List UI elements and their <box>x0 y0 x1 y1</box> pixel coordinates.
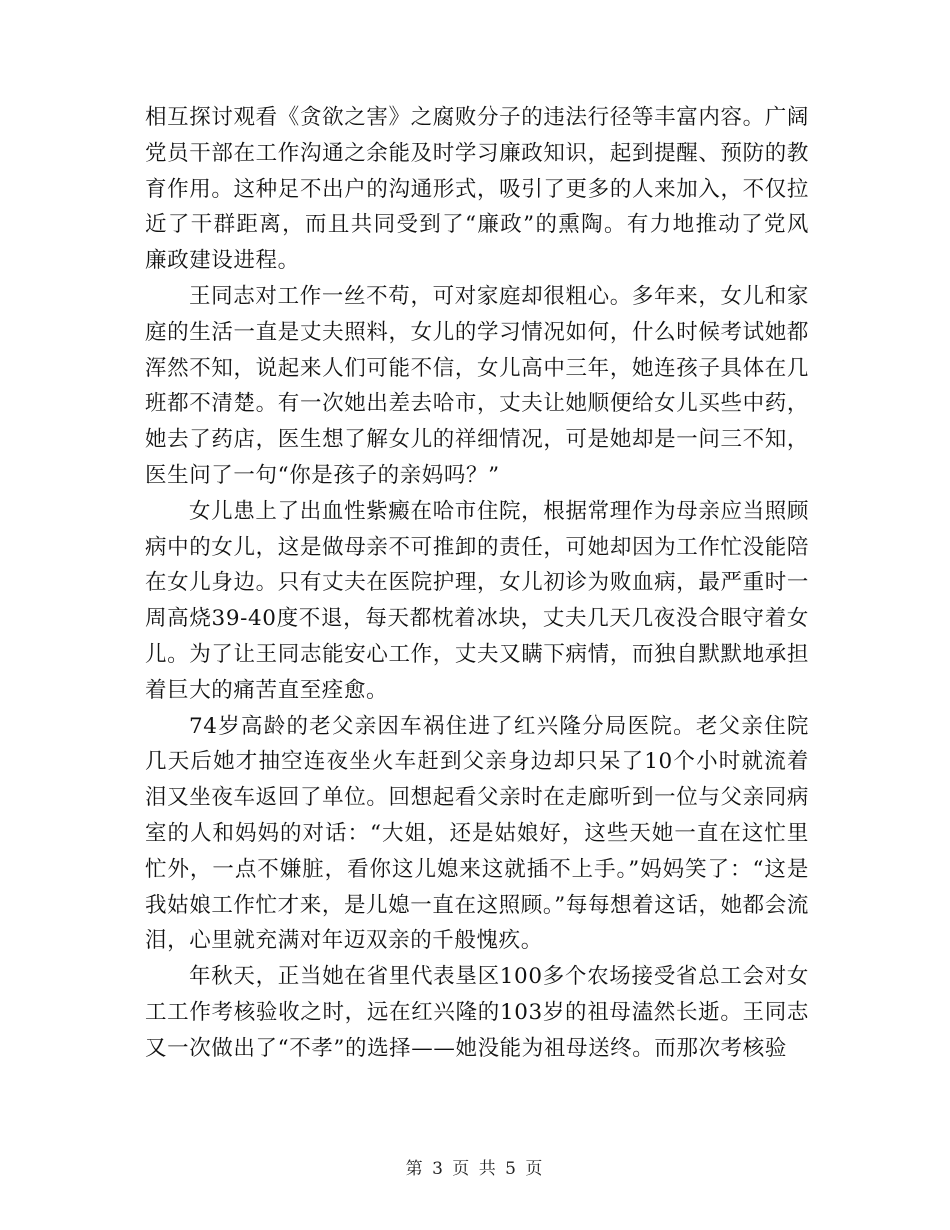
paragraph-5: 年秋天，正当她在省里代表垦区100多个农场接受省总工会对女工工作考核验收之时，远在红兴隆的103岁的祖母溘然长逝。王同志又一次做出了“不孝”的选择——她没能为祖母送终。而那次考核验 <box>145 964 809 1061</box>
paragraph-2: 王同志对工作一丝不苟，可对家庭却很粗心。多年来，女儿和家庭的生活一直是丈夫照料，女儿的学习情况如何，什么时候考试她都浑然不知，说起来人们可能不信，女儿高中三年，她连孩子具体在几班都不清楚。有一次她出差去哈市，丈夫让她顺便给女儿买些中药，她去了药店，医生想了解女儿的祥细情况，可是她却是一问三不知，医生问了一句“你是孩子的亲妈吗？” <box>145 283 809 488</box>
document-body <box>145 100 809 1067</box>
page-number-footer: 第 3 页 共 5 页 <box>405 1159 545 1179</box>
paragraph-4: 74岁高龄的老父亲因车祸住进了红兴隆分局医院。老父亲住院几天后她才抽空连夜坐火车赶到父亲身边却只呆了10个小时就流着泪又坐夜车返回了单位。回想起看父亲时在走廊听到一位与父亲同病室的人和妈妈的对话：“大姐，还是姑娘好，这些天她一直在这忙里忙外，一点不嫌脏，看你这儿媳来这就插不上手。”妈妈笑了：“这是我姑娘工作忙才来，是儿媳一直在这照顾。”每每想着这话，她都会流泪，心里就充满对年迈双亲的千般愧疚。 <box>145 713 809 954</box>
paragraph-3: 女儿患上了出血性紫癜在哈市住院，根据常理作为母亲应当照顾病中的女儿，这是做母亲不可推卸的责任，可她却因为工作忙没能陪在女儿身边。只有丈夫在医院护理，女儿初诊为败血病，最严重时一周高烧39-40度不退，每天都枕着冰块，丈夫几天几夜没合眼守着女儿。为了让王同志能安心工作，丈夫又瞒下病情，而独自默默地承担着巨大的痛苦直至痊愈。 <box>145 498 809 703</box>
paragraph-1: 相互探讨观看《贪欲之害》之腐败分子的违法行径等丰富内容。广阔党员干部在工作沟通之余能及时学习廉政知识，起到提醒、预防的教育作用。这种足不出户的沟通形式，吸引了更多的人来加入，不仅拉近了干群距离，而且共同受到了“廉政”的熏陶。有力地推动了党风廉政建设进程。 <box>145 105 809 274</box>
